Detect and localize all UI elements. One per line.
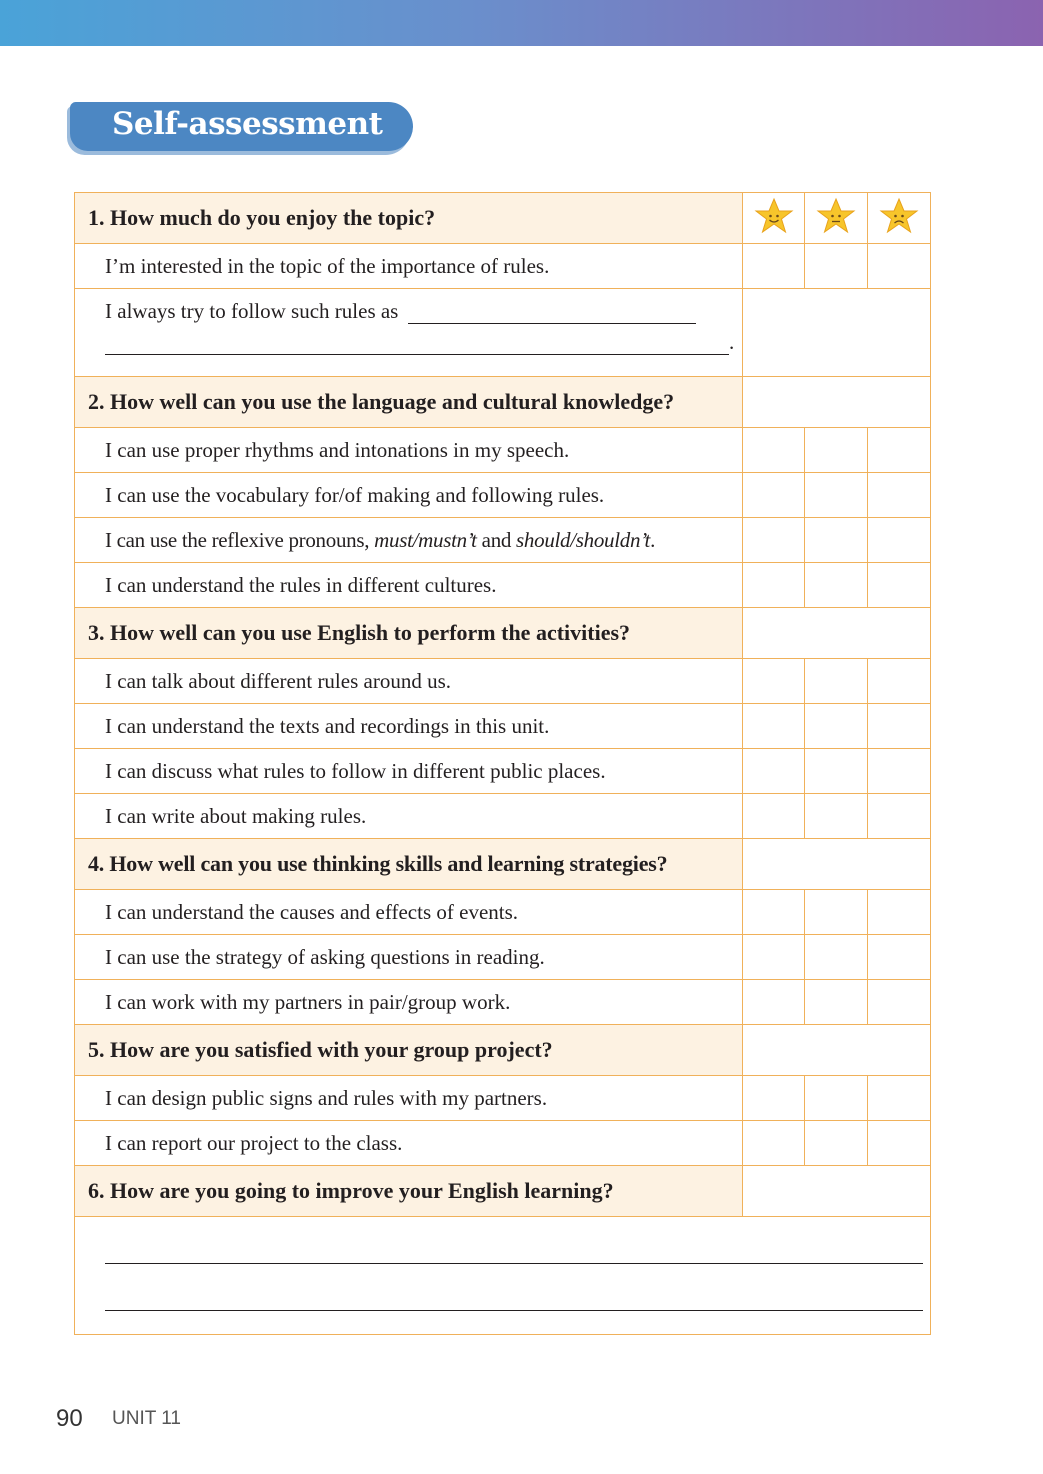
rating-box[interactable] [743,659,805,704]
question-row [75,1025,931,1076]
statement-row [75,659,931,704]
star-neutral-icon [805,193,868,244]
statement-row [75,794,931,839]
question-row [75,193,931,244]
statement-text: I can use the vocabulary for/of making and following rules. [75,473,743,518]
statement-text: I can understand the texts and recordings in this unit. [75,704,743,749]
rating-box[interactable] [868,935,931,980]
statement-row [75,518,931,563]
statement-row [75,749,931,794]
rating-box[interactable] [743,1121,805,1166]
question-row [75,377,931,428]
rating-box[interactable] [743,244,805,289]
statement-row [75,1076,931,1121]
rating-box[interactable] [868,704,931,749]
fill-in-prompt: I always try to follow such rules as [105,299,399,323]
rating-box[interactable] [743,1076,805,1121]
question-3: 3. How well can you use English to perform the activities? [75,608,743,659]
statement-middle: and [476,527,517,552]
rating-box[interactable] [805,1121,868,1166]
statement-text: I can talk about different rules around us. [75,659,743,704]
rating-box[interactable] [805,704,868,749]
statement-row [75,563,931,608]
statement-prefix: I can use the reflexive pronouns, [105,527,375,552]
statement-text: I can understand the rules in different cultures. [75,563,743,608]
statement-suffix: . [650,527,656,552]
statement-text: I can work with my partners in pair/group work. [75,980,743,1025]
question-5: 5. How are you satisfied with your group project? [75,1025,743,1076]
statement-text [75,518,743,563]
empty-rating-area [743,839,931,890]
self-assessment-table [74,192,931,1335]
rating-box[interactable] [868,890,931,935]
answer-line[interactable] [105,1263,923,1264]
rating-box[interactable] [868,794,931,839]
title-banner [70,102,413,151]
rating-box[interactable] [805,794,868,839]
rating-box[interactable] [805,980,868,1025]
question-2: 2. How well can you use the language and cultural knowledge? [75,377,743,428]
rating-box[interactable] [805,518,868,563]
statement-text: I can write about making rules. [75,794,743,839]
rating-box[interactable] [868,1076,931,1121]
statement-row [75,1121,931,1166]
question-row [75,839,931,890]
rating-box[interactable] [805,935,868,980]
statement-row [75,704,931,749]
empty-rating-area [743,1025,931,1076]
empty-rating-area [743,289,931,377]
answer-blank[interactable] [408,301,696,324]
writing-area [75,1217,931,1335]
statement-text: I can report our project to the class. [75,1121,743,1166]
fill-in-cell: I always try to follow such rules as . [75,289,743,377]
rating-box[interactable] [805,1076,868,1121]
rating-box[interactable] [743,794,805,839]
rating-box[interactable] [868,1121,931,1166]
rating-box[interactable] [743,473,805,518]
unit-label: UNIT 11 [112,1408,181,1429]
answer-line[interactable] [105,1310,923,1311]
page-title: Self-assessment [112,106,383,142]
rating-box[interactable] [805,749,868,794]
rating-box[interactable] [743,518,805,563]
statement-text: I can design public signs and rules with my partners. [75,1076,743,1121]
question-row [75,1166,931,1217]
answer-blank[interactable] [105,332,729,355]
rating-box[interactable] [868,980,931,1025]
rating-box[interactable] [868,473,931,518]
statement-row [75,890,931,935]
question-1: 1. How much do you enjoy the topic? [75,193,743,244]
rating-box[interactable] [805,890,868,935]
rating-box[interactable] [868,244,931,289]
rating-box[interactable] [743,980,805,1025]
rating-box[interactable] [743,890,805,935]
modal-verb-2: should/shouldn’t [516,527,651,552]
rating-box[interactable] [743,563,805,608]
fill-in-row [75,289,931,377]
empty-rating-area [743,608,931,659]
writing-row [75,1217,931,1335]
rating-box[interactable] [868,749,931,794]
statement-row [75,935,931,980]
empty-rating-area [743,1166,931,1217]
star-happy-icon [743,193,805,244]
rating-box[interactable] [805,428,868,473]
rating-box[interactable] [868,563,931,608]
statement-text: I’m interested in the topic of the importance of rules. [75,244,743,289]
rating-box[interactable] [868,518,931,563]
rating-box[interactable] [805,563,868,608]
statement-row [75,473,931,518]
statement-row [75,428,931,473]
rating-box[interactable] [743,749,805,794]
question-4: 4. How well can you use thinking skills and learning strategies? [75,839,743,890]
star-sad-icon [868,193,931,244]
rating-box[interactable] [868,659,931,704]
rating-box[interactable] [805,659,868,704]
modal-verb-1: must/mustn’t [374,527,477,552]
top-color-band [0,0,1043,46]
statement-text: I can use proper rhythms and intonations in my speech. [75,428,743,473]
rating-box[interactable] [805,473,868,518]
statement-text: I can discuss what rules to follow in different public places. [75,749,743,794]
empty-rating-area [743,377,931,428]
question-6: 6. How are you going to improve your English learning? [75,1166,743,1217]
rating-box[interactable] [743,704,805,749]
statement-row [75,980,931,1025]
rating-box[interactable] [868,428,931,473]
statement-text: I can understand the causes and effects of events. [75,890,743,935]
rating-box[interactable] [743,935,805,980]
rating-box[interactable] [743,428,805,473]
statement-text: I can use the strategy of asking questions in reading. [75,935,743,980]
question-row [75,608,931,659]
statement-row [75,244,931,289]
page-number: 90 [56,1405,83,1432]
rating-box[interactable] [805,244,868,289]
